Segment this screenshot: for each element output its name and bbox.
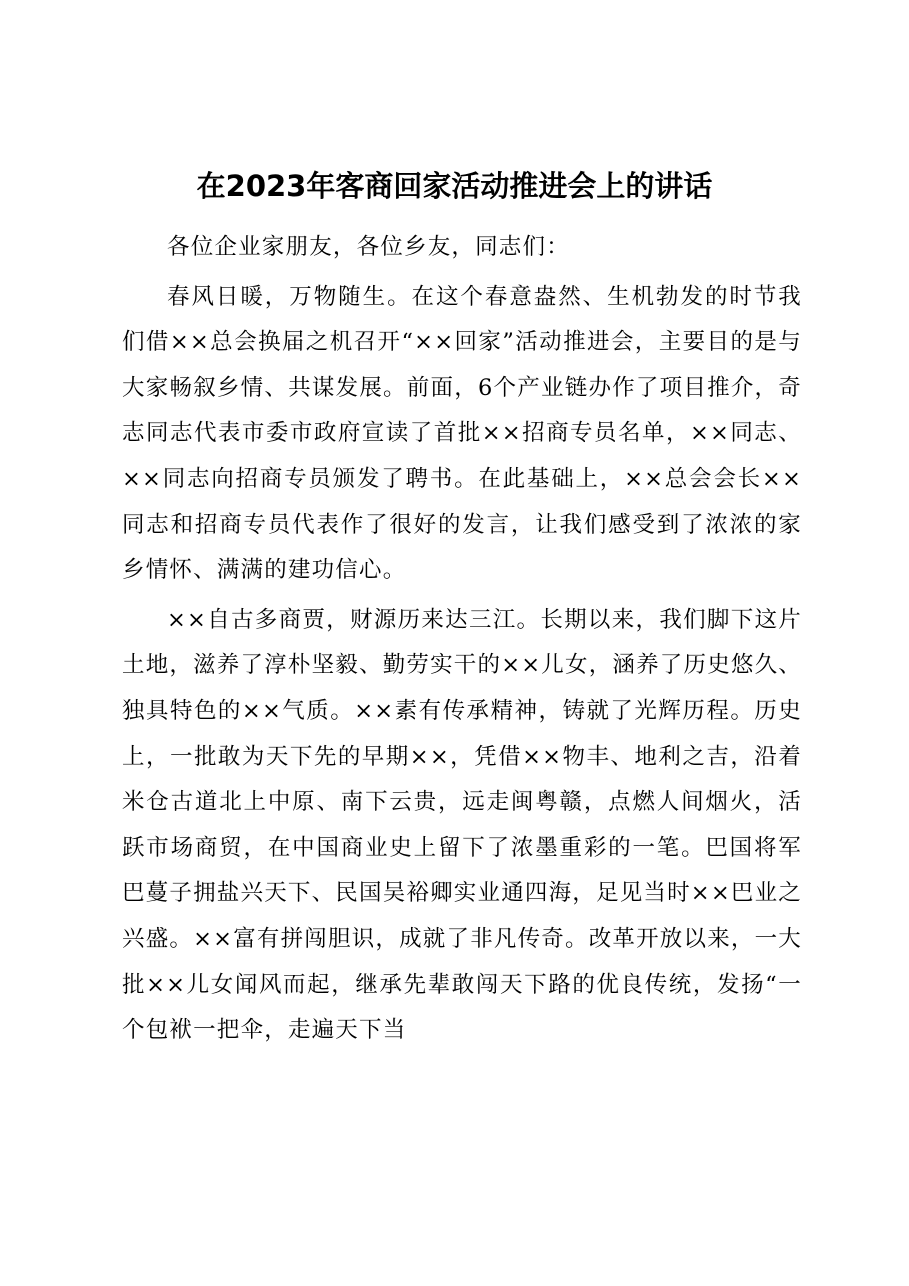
document-title: 在2023年客商回家活动推进会上的讲话 [196,169,713,203]
document-body [122,225,802,1058]
paragraph-salutation: 各位企业家朋友，各位乡友，同志们： [167,234,570,260]
paragraph-opening: 春风日暖，万物随生。在这个春意盎然、生机勃发的时节我们借××总会换届之机召开“××回家”活动推进会，主要目的是与大家畅叙乡情、共谋发展。前面，6个产业链办作了项目推介，奇志同志代表市委市政府宣读了首批××招商专员名单，××同志、××同志向招商专员颁发了聘书。在此基础上，××总会会长××同志和招商专员代表作了很好的发言，让我们感受到了浓浓的家乡情怀、满满的建功信心。 [122,283,802,584]
paragraph-history: ××自古多商贾，财源历来达三江。长期以来，我们脚下这片土地，滋养了淳朴坚毅、勤劳实干的××儿女，涵养了历史悠久、独具特色的××气质。××素有传承精神，铸就了光辉历程。历史上，一批敢为天下先的早期××，凭借××物丰、地利之吉，沿着米仓古道北上中原、南下云贵，远走闽粤赣，点燃人间烟火，活跃市场商贸，在中国商业史上留下了浓墨重彩的一笔。巴国将军巴蔓子拥盐兴天下、民国吴裕卿实业通四海，足见当时××巴业之兴盛。××富有拼闯胆识，成就了非凡传奇。改革开放以来，一大批××儿女闻风而起，继承先辈敢闯天下路的优良传统，发扬“一个包袱一把伞，走遍天下当 [122,606,803,1044]
